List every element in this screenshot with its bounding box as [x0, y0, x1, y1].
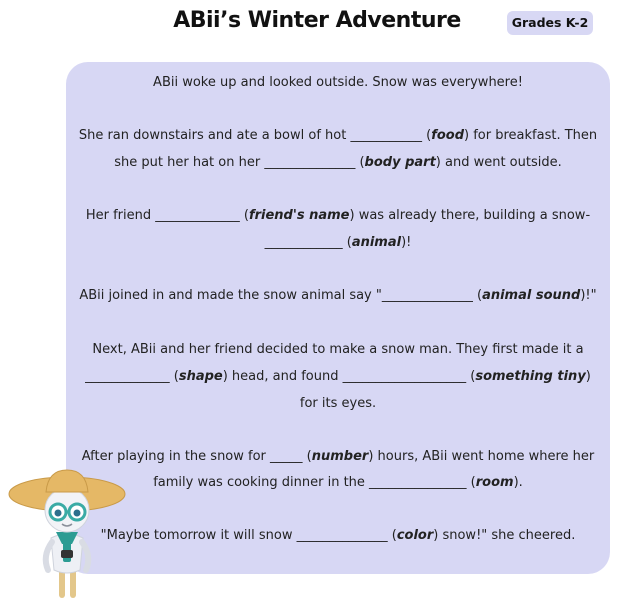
story-text: After playing in the snow for _____ (: [81, 449, 312, 464]
story-line-5: [66, 235, 610, 250]
story-line-7: [66, 342, 610, 357]
hint-number: number: [311, 449, 369, 464]
story-text: ) head, and found ___________________ (: [222, 369, 476, 384]
hint-color: color: [396, 528, 434, 543]
story-text: she put her hat on her ______________ (: [114, 155, 365, 170]
story-text: ) and went outside.: [435, 155, 562, 170]
story-text: )!: [401, 235, 412, 250]
camera-icon: [61, 550, 73, 558]
story-text: "Maybe tomorrow it will snow ______________ (: [100, 528, 397, 543]
story-line-2: [66, 128, 610, 143]
robot-arm-left: [46, 542, 52, 570]
story-text: Her friend _____________ (: [85, 208, 249, 223]
story-text: ABii woke up and looked outside. Snow was everywhere!: [153, 75, 523, 90]
story-text: ).: [513, 475, 523, 490]
story-line-4: [66, 208, 610, 223]
story-line-1: [66, 75, 610, 90]
hint-friends-name: friend's name: [248, 208, 350, 223]
story-text: ): [585, 369, 591, 384]
sun-hat-icon: [46, 470, 88, 492]
story-line-11: [66, 475, 610, 490]
robot-arm-right: [82, 542, 88, 570]
hint-food: food: [431, 128, 465, 143]
story-text: ) hours, ABii went home where her: [368, 449, 595, 464]
abii-robot-illustration: [6, 466, 130, 606]
story-text: ) snow!" she cheered.: [433, 528, 576, 543]
hint-body-part: body part: [364, 155, 436, 170]
hint-something-tiny: something tiny: [475, 369, 586, 384]
story-text: )!": [580, 288, 597, 303]
story-line-8: [66, 369, 610, 384]
story-text: _____________ (: [85, 369, 179, 384]
page-title: ABii’s Winter Adventure: [173, 8, 461, 33]
hint-animal: animal: [351, 235, 402, 250]
story-text: She ran downstairs and ate a bowl of hot ___________ (: [78, 128, 432, 143]
story-text: ____________ (: [264, 235, 352, 250]
story-text: ) was already there, building a snow-: [349, 208, 591, 223]
story-text: ) for breakfast. Then: [464, 128, 598, 143]
story-text: ABii joined in and made the snow animal say "______________ (: [79, 288, 483, 303]
story-line-3: [66, 155, 610, 170]
hint-room: room: [475, 475, 514, 490]
story-line-10: [66, 449, 610, 464]
story-text: Next, ABii and her friend decided to make a snow man. They first made it a: [92, 342, 584, 357]
story-line-9: [66, 396, 610, 411]
story-text: family was cooking dinner in the _______________ (: [153, 475, 476, 490]
hint-animal-sound: animal sound: [482, 288, 581, 303]
story-line-6: [66, 288, 610, 303]
grade-level-badge: Grades K-2: [507, 11, 593, 35]
story-line-12: [66, 528, 610, 543]
hint-shape: shape: [178, 369, 223, 384]
story-text: for its eyes.: [299, 396, 377, 411]
